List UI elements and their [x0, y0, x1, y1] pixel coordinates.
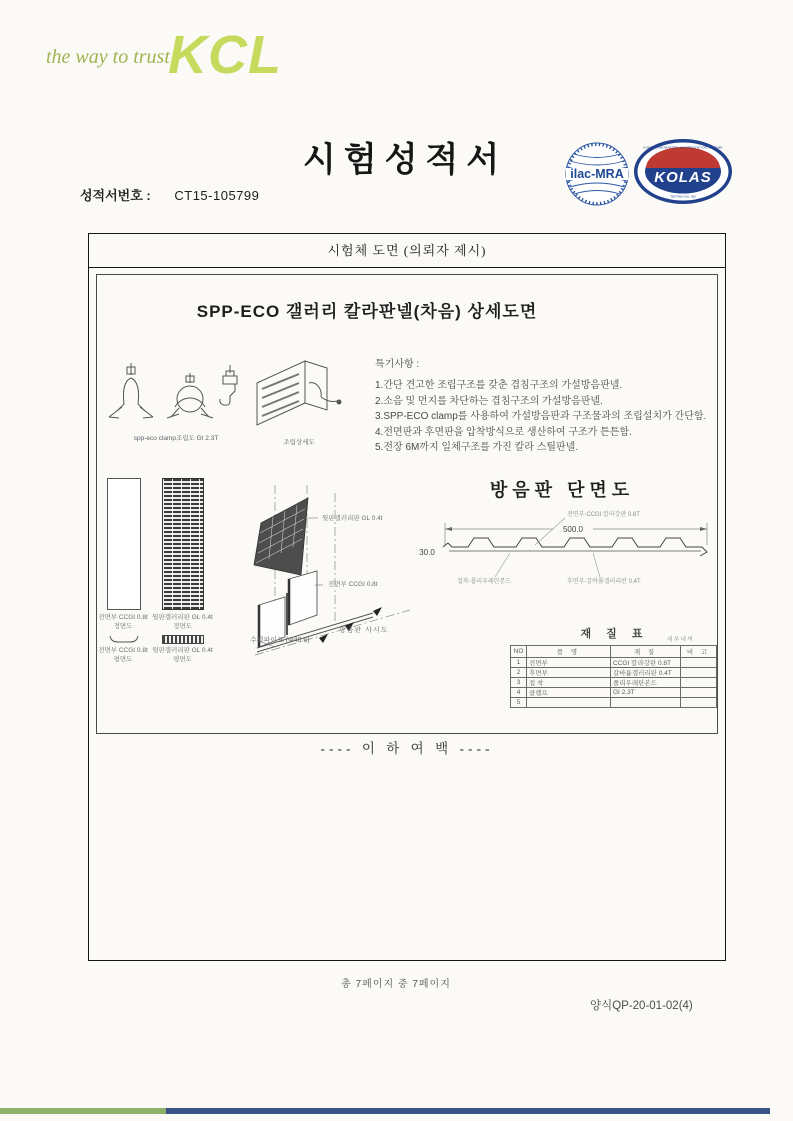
cell-item: 후면부 — [527, 668, 611, 678]
ilac-mra-logo-icon — [560, 139, 634, 209]
report-number-row — [80, 185, 259, 204]
cross-section-drawing — [415, 503, 715, 588]
gallery-panel-name: 뒷판갤러리판 GL 0.4t — [152, 614, 213, 621]
col-header-material: 재 질 — [611, 646, 681, 658]
ilac-mra-label: ilac-MRA — [570, 167, 624, 181]
material-table-row — [511, 658, 717, 668]
cell-no: 5 — [511, 698, 527, 708]
gallery-panel-plan-drawing — [162, 635, 204, 644]
front-panel-elevation-drawing — [107, 478, 141, 610]
report-number-label: 성적서번호 : — [80, 188, 151, 203]
report-number-value: CT15-105799 — [174, 188, 260, 203]
blank-below-note: ---- 이 하 여 백 ---- — [320, 741, 494, 756]
document-title: 시험성적서 — [302, 141, 508, 179]
cell-remark — [681, 698, 717, 708]
form-number: 양식QP-20-01-02(4) — [590, 1000, 693, 1012]
cell-remark — [681, 678, 717, 688]
cell-no: 4 — [511, 688, 527, 698]
material-table-header-row — [511, 646, 717, 658]
front-panel-view-type: 정면도 — [113, 622, 133, 630]
gallery-panel-elevation-label — [135, 614, 230, 631]
drawing-sheet — [96, 274, 718, 734]
section-title: 방음판 단면도 — [489, 480, 635, 500]
section-label-front: 전면부-CCGI 칼라강판 0.8T — [567, 512, 640, 518]
cell-material: GI 2.3T — [611, 688, 681, 698]
specimen-drawing-box — [88, 233, 726, 961]
front-panel-plan-drawing — [109, 634, 139, 644]
footer-color-bar — [0, 1108, 793, 1114]
section-label-adhesive: 접착-폴리우레탄본드 — [457, 579, 512, 585]
special-note-item: 5.전장 6M까지 일체구조를 가진 칼라 스틸판넬. — [375, 442, 579, 453]
section-height-dim: 30.0 — [419, 548, 435, 557]
kcl-logo: KCL — [168, 25, 282, 85]
gallery-panel-plan-label — [135, 647, 230, 664]
cell-no: 2 — [511, 668, 527, 678]
col-header-no: NO — [511, 646, 527, 658]
cell-no: 1 — [511, 658, 527, 668]
clamp-assembly-drawing — [105, 361, 247, 433]
cell-remark — [681, 668, 717, 678]
iso-label-rear-panel: 뒷판갤러리판 GL 0.4t — [322, 515, 383, 522]
kolas-logo-icon — [633, 138, 733, 205]
iso-caption: 방음판 사시도 — [339, 627, 389, 634]
kolas-ring-text: KOREA LABORATORY ACCREDITATION SCHEME — [643, 145, 723, 150]
front-panel-name: 전면부 CCGI 0.8t — [98, 647, 148, 654]
clamp-assembly-caption: spp-eco clamp조립도 GI 2.3T — [133, 435, 219, 442]
material-table-row — [511, 698, 717, 708]
special-note-item: 2.소음 및 먼지를 차단하는 겹침구조의 가설방음판넬. — [375, 395, 603, 407]
material-table-row — [511, 668, 717, 678]
section-label-rear: 후면부-갈바륨갤러리판 0.4T — [567, 579, 641, 585]
material-table-row — [511, 678, 717, 688]
gallery-panel-elevation-drawing — [162, 478, 204, 610]
kcl-tagline: the way to trust — [46, 46, 170, 68]
cell-material: 갈바륨갤러리판 0.4T — [611, 668, 681, 678]
page-count-info: 총 7페이지 중 7페이지 — [341, 979, 451, 990]
section-width-dim: 500.0 — [562, 525, 584, 534]
cell-no: 3 — [511, 678, 527, 688]
assembly-detail-drawing — [249, 353, 349, 437]
cell-item: 전면부 — [527, 658, 611, 668]
col-header-item: 품 명 — [527, 646, 611, 658]
special-note-item: 3.SPP-ECO clamp를 사용하여 가설방음판과 구조물과의 조립설치가 간단함. — [375, 411, 707, 422]
drawing-sheet-title: SPP-ECO 갤러리 칼라판넬(차음) 상세도면 — [196, 302, 538, 321]
iso-label-horizontal-pipe: 수평파이프 (Φ48.6) — [250, 637, 310, 644]
cell-remark — [681, 688, 717, 698]
iso-label-front-panel: 전면부 CCGI 0.8t — [328, 581, 378, 588]
special-note-item: 1.간단 견고한 조립구조를 갖춘 겹침구조의 가설방음판넬. — [375, 380, 623, 391]
kolas-testing-no: TESTING NO. 052 — [670, 194, 696, 199]
footer-bar-navy — [166, 1108, 770, 1114]
special-note-item: 4.전면판과 후면판을 압착방식으로 생산하여 구조가 튼튼함. — [375, 426, 632, 438]
cell-material — [611, 698, 681, 708]
material-table — [510, 645, 717, 708]
front-panel-view-type: 평면도 — [113, 655, 133, 663]
kolas-label: KOLAS — [654, 169, 712, 186]
footer-bar-green — [0, 1108, 166, 1114]
front-panel-name: 전면부 CCGI 0.8t — [98, 614, 148, 621]
cell-remark — [681, 658, 717, 668]
drawing-box-header: 시험체 도면 (의뢰자 제시) — [89, 234, 725, 268]
cell-material: CCGI 칼라강판 0.8T — [611, 658, 681, 668]
special-notes-title: 특기사항 : — [375, 359, 420, 370]
gallery-panel-view-type: 평면도 — [173, 655, 192, 663]
cell-item — [527, 698, 611, 708]
gallery-panel-view-type: 정면도 — [173, 622, 192, 630]
assembly-detail-caption: 조립상세도 — [283, 439, 315, 446]
material-table-row — [511, 688, 717, 698]
material-table-title: 재 질 표 — [580, 628, 649, 640]
cell-material: 폴리우레탄본드 — [611, 678, 681, 688]
special-notes — [375, 355, 715, 456]
material-table-subtitle: 세부내역 — [667, 637, 695, 643]
gallery-panel-name: 뒷판갤러리판 GL 0.4t — [152, 647, 213, 654]
col-header-remark: 비 고 — [681, 646, 717, 658]
cell-item: 접 착 — [527, 678, 611, 688]
cell-item: 클램프 — [527, 688, 611, 698]
